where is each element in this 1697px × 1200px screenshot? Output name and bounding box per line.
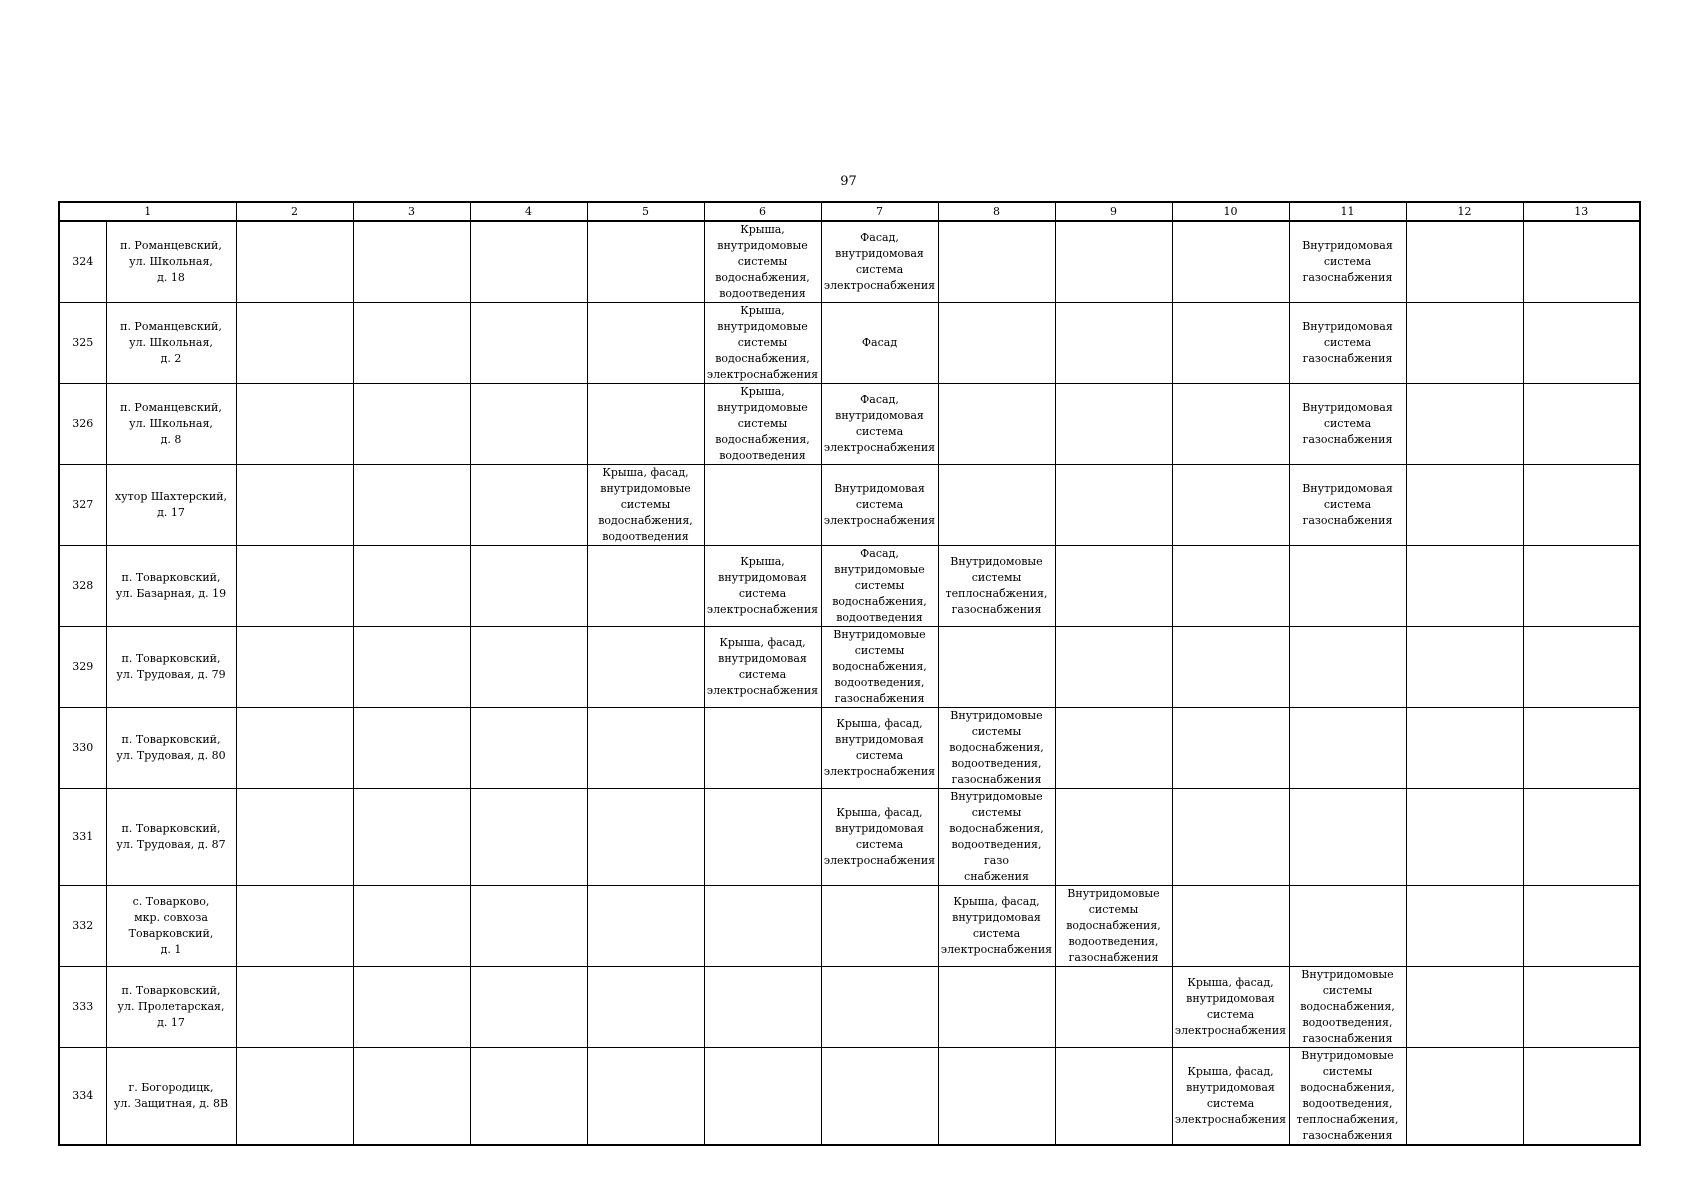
work-cell	[704, 708, 821, 789]
work-cell	[1055, 546, 1172, 627]
work-cell	[587, 546, 704, 627]
work-cell	[587, 221, 704, 303]
work-cell	[1172, 465, 1289, 546]
work-cell: Крыша, фасад, внутридомовая система электроснабжения	[1172, 967, 1289, 1048]
row-number-cell: 333	[59, 967, 106, 1048]
header-cell: 13	[1523, 202, 1640, 221]
work-cell	[1406, 886, 1523, 967]
work-cell	[470, 221, 587, 303]
work-cell	[1172, 627, 1289, 708]
work-cell: Внутридомовые системы водоснабжения, водоотведения, газоснабжения	[821, 627, 938, 708]
work-cell: Внутридомовая система газоснабжения	[1289, 303, 1406, 384]
work-cell	[470, 465, 587, 546]
work-cell	[353, 384, 470, 465]
work-cell	[236, 465, 353, 546]
work-cell	[938, 303, 1055, 384]
work-cell	[353, 789, 470, 886]
address-cell: п. Романцевский, ул. Школьная, д. 2	[106, 303, 236, 384]
header-cell: 12	[1406, 202, 1523, 221]
work-cell	[1406, 627, 1523, 708]
work-cell	[1523, 1048, 1640, 1146]
work-cell	[1055, 789, 1172, 886]
work-cell	[1523, 886, 1640, 967]
work-cell	[470, 708, 587, 789]
work-cell	[587, 1048, 704, 1146]
work-cell	[938, 465, 1055, 546]
address-cell: п. Товарковский, ул. Базарная, д. 19	[106, 546, 236, 627]
work-cell: Внутридомовая система газоснабжения	[1289, 384, 1406, 465]
table-row	[59, 789, 1640, 886]
work-cell	[470, 546, 587, 627]
work-cell: Крыша, внутридомовые системы водоснабжения, электроснабжения	[704, 303, 821, 384]
work-cell	[470, 303, 587, 384]
work-cell	[1523, 384, 1640, 465]
work-cell	[236, 708, 353, 789]
work-cell	[1289, 789, 1406, 886]
work-cell	[1523, 708, 1640, 789]
row-number-cell: 328	[59, 546, 106, 627]
header-cell: 5	[587, 202, 704, 221]
work-cell	[1406, 303, 1523, 384]
work-cell	[236, 967, 353, 1048]
repair-schedule-table	[58, 201, 1641, 1146]
header-cell: 6	[704, 202, 821, 221]
table-row	[59, 886, 1640, 967]
work-cell	[587, 967, 704, 1048]
work-cell	[470, 967, 587, 1048]
work-cell: Внутридомовые системы водоснабжения, водоотведения, теплоснабжения, газоснабжения	[1289, 1048, 1406, 1146]
work-cell	[353, 1048, 470, 1146]
work-cell	[1523, 546, 1640, 627]
work-cell	[938, 627, 1055, 708]
work-cell	[1523, 627, 1640, 708]
work-cell	[1055, 303, 1172, 384]
work-cell	[704, 789, 821, 886]
address-cell: п. Товарковский, ул. Трудовая, д. 79	[106, 627, 236, 708]
work-cell	[704, 967, 821, 1048]
address-cell: хутор Шахтерский, д. 17	[106, 465, 236, 546]
work-cell: Крыша, фасад, внутридомовая система электроснабжения	[704, 627, 821, 708]
work-cell	[704, 1048, 821, 1146]
work-cell: Фасад, внутридомовые системы водоснабжения, водоотведения	[821, 546, 938, 627]
table-header-row	[59, 202, 1640, 221]
row-number-cell: 334	[59, 1048, 106, 1146]
row-number-cell: 329	[59, 627, 106, 708]
page-number: 97	[840, 174, 857, 189]
header-cell: 7	[821, 202, 938, 221]
work-cell: Внутридомовые системы водоснабжения, водоотведения, газоснабжения	[1289, 967, 1406, 1048]
work-cell	[1055, 465, 1172, 546]
work-cell	[236, 1048, 353, 1146]
row-number-cell: 331	[59, 789, 106, 886]
work-cell	[470, 1048, 587, 1146]
header-cell: 8	[938, 202, 1055, 221]
work-cell	[821, 1048, 938, 1146]
work-cell	[1406, 221, 1523, 303]
work-cell	[1523, 221, 1640, 303]
work-cell	[1055, 627, 1172, 708]
work-cell	[1172, 886, 1289, 967]
work-cell	[470, 789, 587, 886]
header-cell: 3	[353, 202, 470, 221]
work-cell: Крыша, внутридомовая система электроснабжения	[704, 546, 821, 627]
table-row	[59, 967, 1640, 1048]
work-cell	[1406, 546, 1523, 627]
work-cell	[1406, 1048, 1523, 1146]
work-cell	[1055, 384, 1172, 465]
address-cell: п. Товарковский, ул. Трудовая, д. 87	[106, 789, 236, 886]
work-cell: Внутридомовая система газоснабжения	[1289, 465, 1406, 546]
work-cell	[353, 627, 470, 708]
work-cell	[236, 546, 353, 627]
table-row	[59, 465, 1640, 546]
work-cell	[587, 627, 704, 708]
work-cell	[236, 303, 353, 384]
work-cell	[938, 221, 1055, 303]
address-cell: п. Романцевский, ул. Школьная, д. 8	[106, 384, 236, 465]
work-cell	[1172, 789, 1289, 886]
row-number-cell: 324	[59, 221, 106, 303]
work-cell	[1172, 708, 1289, 789]
work-cell: Внутридомовые системы теплоснабжения, газоснабжения	[938, 546, 1055, 627]
work-cell	[353, 708, 470, 789]
work-cell	[821, 967, 938, 1048]
work-cell: Внутридомовые системы водоснабжения, водоотведения, газо снабжения	[938, 789, 1055, 886]
work-cell: Крыша, фасад, внутридомовая система электроснабжения	[821, 789, 938, 886]
work-cell	[587, 789, 704, 886]
work-cell	[1055, 967, 1172, 1048]
work-cell: Крыша, фасад, внутридомовая система электроснабжения	[821, 708, 938, 789]
work-cell	[1523, 465, 1640, 546]
work-cell	[1055, 221, 1172, 303]
work-cell	[587, 708, 704, 789]
work-cell	[1406, 708, 1523, 789]
work-cell	[821, 886, 938, 967]
work-cell	[236, 789, 353, 886]
work-cell	[1289, 627, 1406, 708]
work-cell	[1172, 221, 1289, 303]
work-cell	[1289, 886, 1406, 967]
address-cell: п. Романцевский, ул. Школьная, д. 18	[106, 221, 236, 303]
work-cell	[938, 967, 1055, 1048]
work-cell: Внутридомовая система газоснабжения	[1289, 221, 1406, 303]
address-cell: п. Товарковский, ул. Трудовая, д. 80	[106, 708, 236, 789]
work-cell	[1289, 708, 1406, 789]
header-cell: 2	[236, 202, 353, 221]
work-cell	[1406, 967, 1523, 1048]
table-row	[59, 1048, 1640, 1146]
work-cell	[704, 886, 821, 967]
work-cell: Крыша, фасад, внутридомовая система электроснабжения	[938, 886, 1055, 967]
work-cell	[587, 303, 704, 384]
work-cell	[470, 886, 587, 967]
work-cell: Фасад, внутридомовая система электроснабжения	[821, 384, 938, 465]
table-row	[59, 546, 1640, 627]
work-cell	[236, 886, 353, 967]
work-cell: Крыша, фасад, внутридомовые системы водоснабжения, водоотведения	[587, 465, 704, 546]
header-cell: 4	[470, 202, 587, 221]
address-cell: г. Богородицк, ул. Защитная, д. 8В	[106, 1048, 236, 1146]
work-cell: Внутридомовые системы водоснабжения, водоотведения, газоснабжения	[938, 708, 1055, 789]
work-cell	[1523, 967, 1640, 1048]
work-cell	[353, 221, 470, 303]
work-cell	[1055, 1048, 1172, 1146]
table-row	[59, 384, 1640, 465]
work-cell	[1406, 465, 1523, 546]
work-cell	[1406, 789, 1523, 886]
work-cell	[236, 627, 353, 708]
work-cell	[704, 465, 821, 546]
work-cell: Крыша, внутридомовые системы водоснабжения, водоотведения	[704, 221, 821, 303]
table-row	[59, 221, 1640, 303]
table-row	[59, 708, 1640, 789]
work-cell	[1172, 546, 1289, 627]
table-row	[59, 627, 1640, 708]
work-cell	[470, 627, 587, 708]
work-cell	[1172, 303, 1289, 384]
work-cell	[1289, 546, 1406, 627]
work-cell	[1406, 384, 1523, 465]
work-cell	[353, 465, 470, 546]
work-cell: Крыша, внутридомовые системы водоснабжения, водоотведения	[704, 384, 821, 465]
work-cell	[587, 384, 704, 465]
work-cell	[1172, 384, 1289, 465]
work-cell	[470, 384, 587, 465]
work-cell	[353, 886, 470, 967]
work-cell	[236, 384, 353, 465]
work-cell	[353, 303, 470, 384]
work-cell	[353, 967, 470, 1048]
header-cell: 10	[1172, 202, 1289, 221]
work-cell	[587, 886, 704, 967]
row-number-cell: 332	[59, 886, 106, 967]
work-cell: Внутридомовая система электроснабжения	[821, 465, 938, 546]
work-cell: Крыша, фасад, внутридомовая система электроснабжения	[1172, 1048, 1289, 1146]
row-number-cell: 325	[59, 303, 106, 384]
table-row	[59, 303, 1640, 384]
row-number-cell: 327	[59, 465, 106, 546]
work-cell	[236, 221, 353, 303]
work-cell: Фасад, внутридомовая система электроснабжения	[821, 221, 938, 303]
address-cell: п. Товарковский, ул. Пролетарская, д. 17	[106, 967, 236, 1048]
header-cell: 11	[1289, 202, 1406, 221]
work-cell	[353, 546, 470, 627]
work-cell: Внутридомовые системы водоснабжения, водоотведения, газоснабжения	[1055, 886, 1172, 967]
address-cell: с. Товарково, мкр. совхоза Товарковский, д. 1	[106, 886, 236, 967]
work-cell: Фасад	[821, 303, 938, 384]
work-cell	[1523, 303, 1640, 384]
row-number-cell: 330	[59, 708, 106, 789]
work-cell	[1523, 789, 1640, 886]
work-cell	[938, 384, 1055, 465]
work-cell	[938, 1048, 1055, 1146]
work-cell	[1055, 708, 1172, 789]
header-cell: 1	[59, 202, 236, 221]
row-number-cell: 326	[59, 384, 106, 465]
header-cell: 9	[1055, 202, 1172, 221]
